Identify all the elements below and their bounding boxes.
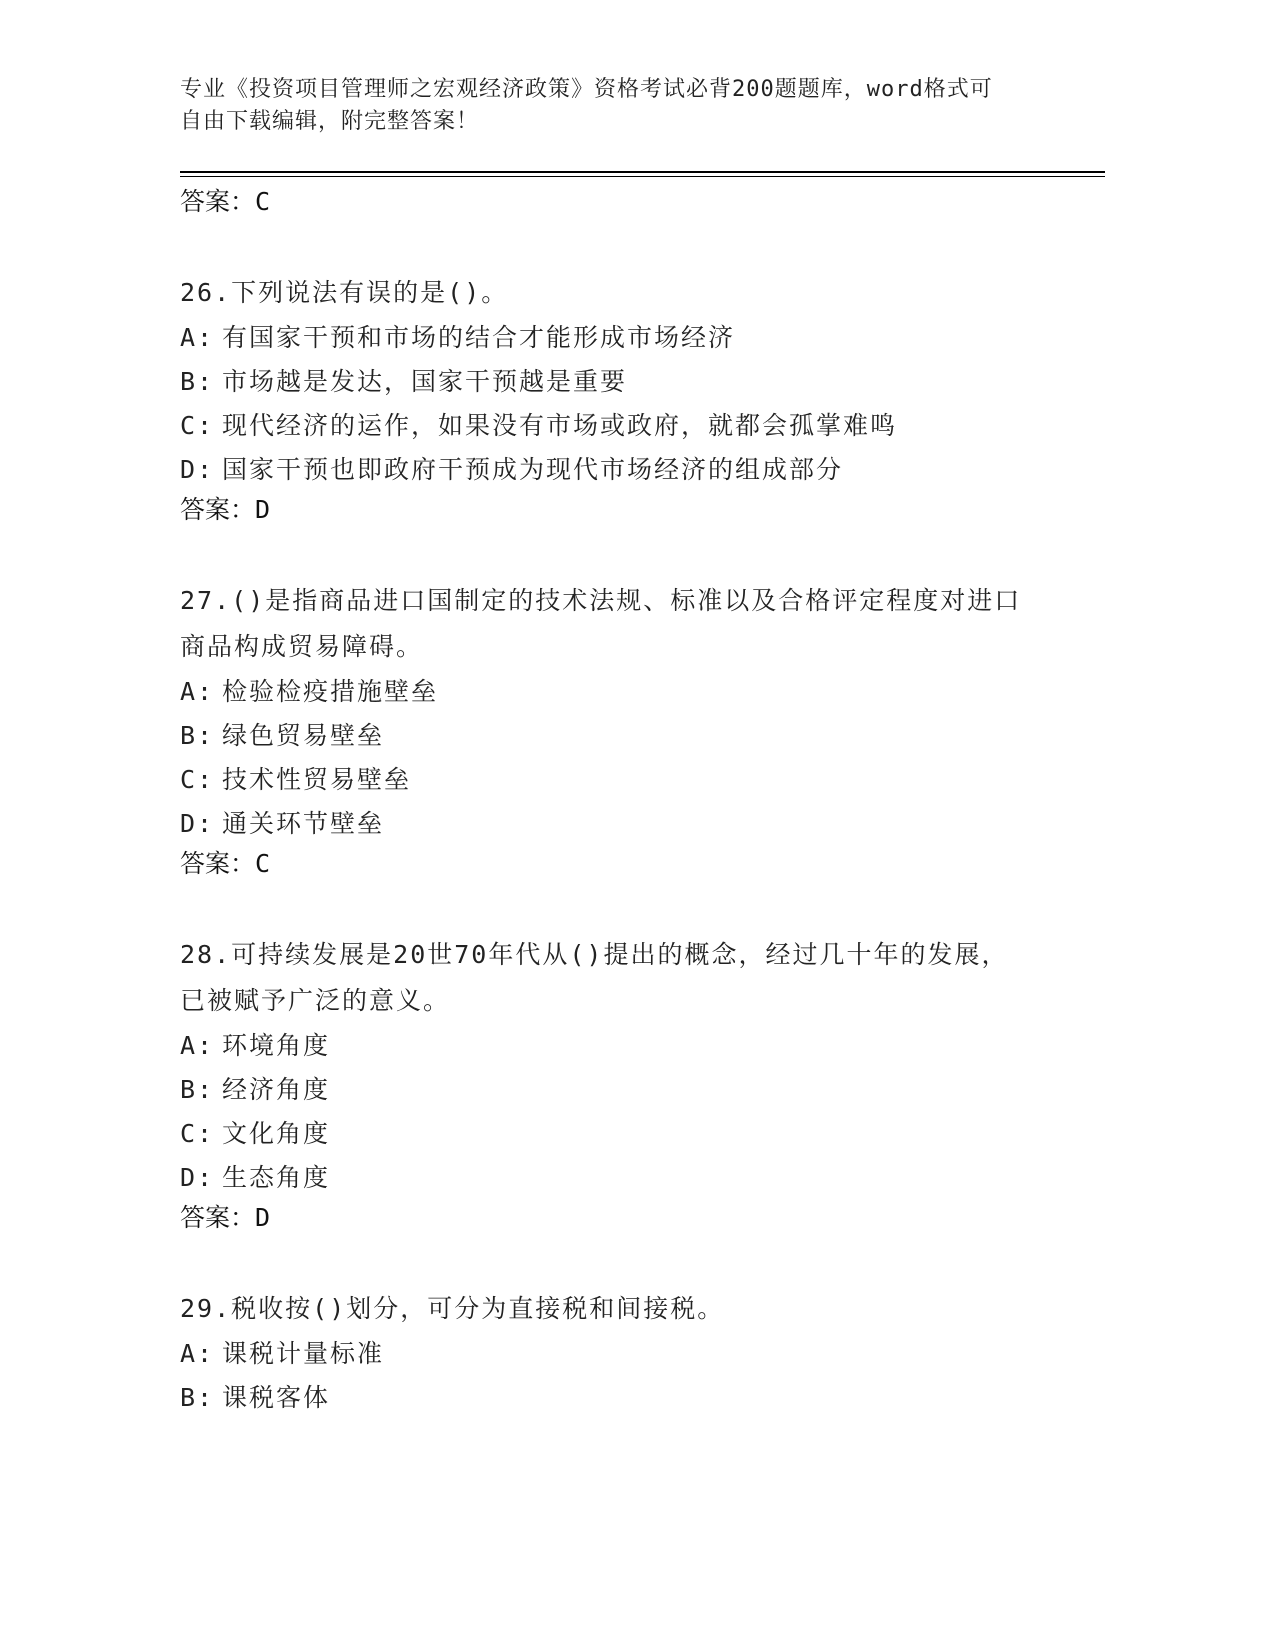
option-d: D: 生态角度 [180, 1163, 331, 1192]
option-c: C: 现代经济的运作，如果没有市场或政府，就都会孤掌难鸣 [180, 411, 898, 440]
option-d: D: 国家干预也即政府干预成为现代市场经济的组成部分 [180, 455, 844, 484]
option-a: A: 环境角度 [180, 1031, 331, 1060]
answer-value: D [255, 1203, 271, 1232]
question-stem-line-2: 商品构成贸易障碍。 [180, 632, 424, 661]
answer-value: C [255, 187, 271, 216]
header-line-1: 专业《投资项目管理师之宏观经济政策》资格考试必背200题题库，word格式可 [180, 77, 993, 102]
question-stem: 26.下列说法有误的是()。 [180, 278, 509, 307]
header-divider-thin [180, 176, 1105, 177]
answer-line: 答案：C [180, 849, 271, 878]
option-d: D: 通关环节壁垒 [180, 809, 385, 838]
question-stem-line-1: 28.可持续发展是20世70年代从()提出的概念，经过几十年的发展， [180, 940, 1009, 969]
answer-line [180, 184, 1105, 220]
question-block [180, 270, 1105, 528]
option-c: C: 文化角度 [180, 1119, 331, 1148]
question-block [180, 578, 1105, 882]
question-list [180, 184, 1105, 1420]
option-a: A: 课税计量标准 [180, 1339, 385, 1368]
question-block [180, 1286, 1105, 1420]
answer-prefix: 答案： [180, 187, 256, 216]
option-c: C: 技术性贸易壁垒 [180, 765, 412, 794]
option-a: A: 有国家干预和市场的结合才能形成市场经济 [180, 323, 736, 352]
header-divider-thick [180, 171, 1105, 173]
answer-line: 答案：D [180, 1203, 271, 1232]
spacer [180, 528, 1105, 578]
spacer [180, 220, 1105, 270]
answer-value: C [255, 849, 271, 878]
answer-line: 答案：D [180, 495, 271, 524]
spacer [180, 1236, 1105, 1286]
header-line-2: 自由下载编辑，附完整答案！ [180, 109, 480, 134]
option-b: B: 课税客体 [180, 1383, 331, 1412]
option-b: B: 经济角度 [180, 1075, 331, 1104]
question-stem: 29.税收按()划分，可分为直接税和间接税。 [180, 1294, 725, 1323]
option-a: A: 检验检疫措施壁垒 [180, 677, 439, 706]
document-header [180, 74, 1080, 138]
question-stem-line-1: 27.()是指商品进口国制定的技术法规、标准以及合格评定程度对进口 [180, 586, 1022, 615]
question-stem-line-2: 已被赋予广泛的意义。 [180, 986, 451, 1015]
spacer [180, 882, 1105, 932]
option-b: B: 市场越是发达，国家干预越是重要 [180, 367, 628, 396]
answer-value: D [255, 495, 271, 524]
question-block [180, 932, 1105, 1236]
option-b: B: 绿色贸易壁垒 [180, 721, 385, 750]
